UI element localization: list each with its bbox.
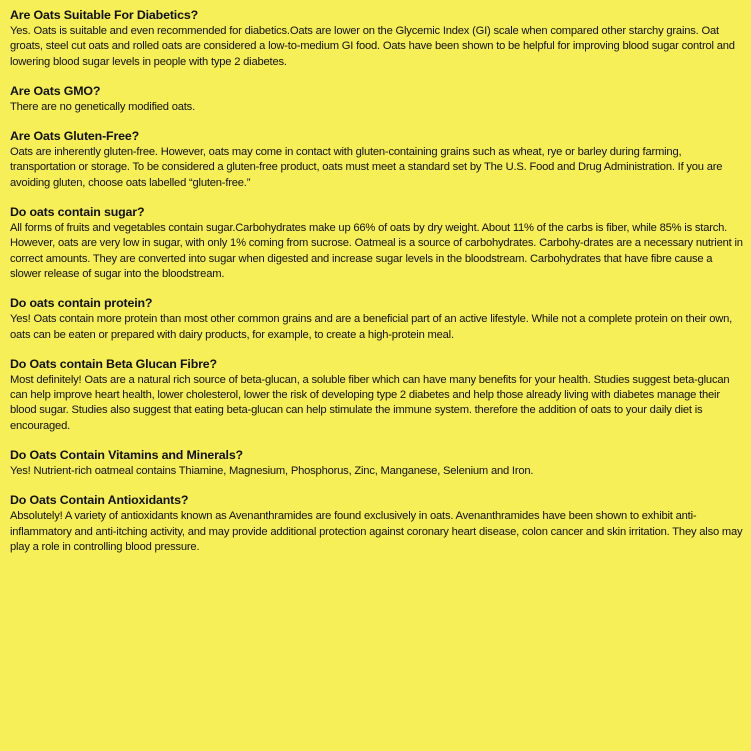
faq-answer-vitamins-minerals: Yes! Nutrient-rich oatmeal contains Thiamine, Magnesium, Phosphorus, Zinc, Manganese, Selenium and Iron.	[10, 465, 534, 478]
faq-answer-sugar: All forms of fruits and vegetables contain sugar.Carbohydrates make up 66% of oats by dry weight. About 11% of the carbs is fiber, while 85% is starch. However, oats are very low in sugar, with only 1% coming from sucrose. Oatmeal is a source of carbohydrates. Carbohy-drates are a necessary nutrient in correct amounts. They are converted into sugar when digested and increase sugar levels in the bloodstream. Carbohydrates that have fibre cause a slower release of sugar into the bloodstream.	[10, 222, 743, 280]
faq-title-protein: Do oats contain protein?	[10, 296, 153, 311]
faq-title-antioxidants: Do Oats Contain Antioxidants?	[10, 493, 189, 508]
faq-answer-protein: Yes! Oats contain more protein than most other common grains and are a beneficial part of an active lifestyle. While not a complete protein on their own, oats can be eaten or prepared with dairy products, for example, to create a high-protein meal.	[10, 313, 733, 341]
faq-title-diabetics: Are Oats Suitable For Diabetics?	[10, 8, 198, 22]
faq-section-sugar	[10, 205, 743, 282]
faq-section-gluten-free	[10, 129, 743, 191]
faq-title-vitamins-minerals: Do Oats Contain Vitamins and Minerals?	[10, 448, 243, 463]
faq-title-sugar: Do oats contain sugar?	[10, 205, 145, 220]
faq-section-vitamins-minerals	[10, 448, 743, 479]
faq-section-gmo	[10, 84, 743, 115]
faq-answer-antioxidants: Absolutely! A variety of antioxidants known as Avenanthramides are found exclusively in oats. Avenanthramides have been shown to exhibit anti-inflammatory and anti-itching activity, and may provide additional protection against coronary heart disease, colon cancer and skin irritation. They also may play a role in controlling blood pressure.	[10, 510, 743, 553]
faq-answer-gluten-free: Oats are inherently gluten-free. However, oats may come in contact with gluten-containing grains such as wheat, rye or barley during farming, transportation or storage. To be considered a gluten-free product, oats must meet a standard set by The U.S. Food and Drug Administration. If you are avoiding gluten, choose oats labelled “gluten-free.”	[10, 146, 723, 189]
faq-title-beta-glucan: Do Oats contain Beta Glucan Fibre?	[10, 356, 217, 371]
faq-section-beta-glucan	[10, 357, 743, 434]
faq-section-antioxidants	[10, 493, 743, 555]
faq-list	[10, 8, 743, 555]
faq-title-gluten-free: Are Oats Gluten-Free?	[10, 129, 140, 144]
faq-section-protein	[10, 296, 743, 343]
faq-answer-diabetics: Yes. Oats is suitable and even recommended for diabetics.Oats are lower on the Glycemic Index (GI) scale when compared other starchy grains. Oat groats, steel cut oats and rolled oats are considered a low-to-medium GI food. Oats have been shown to be helpful for improving blood sugar control and lowering blood sugar levels in people with type 2 diabetes.	[10, 25, 735, 68]
faq-title-gmo: Are Oats GMO?	[10, 83, 101, 98]
faq-answer-beta-glucan: Most definitely! Oats are a natural rich source of beta-glucan, a soluble fiber which can have many benefits for your health. Studies suggest beta-glucan can help improve heart health, lower cholesterol, lower the risk of developing type 2 diabetes and help those already living with diabetes manage their blood sugar. Studies also suggest that eating beta-glucan can help stimulate the immune system. therefore the addition of oats to your daily diet is encouraged.	[10, 373, 730, 432]
faq-answer-gmo: There are no genetically modified oats.	[10, 100, 195, 113]
faq-section-diabetics	[10, 8, 743, 70]
